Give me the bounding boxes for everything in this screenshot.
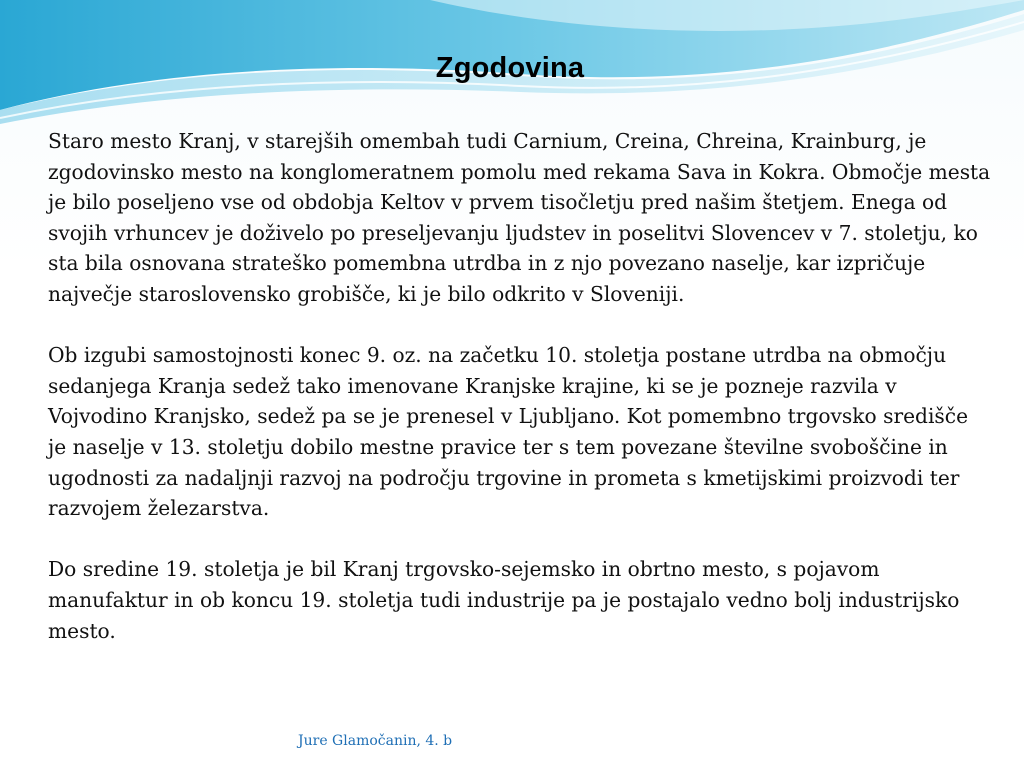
slide-title xyxy=(0,52,1024,85)
slide-footer-author: Jure Glamočanin, 4. b xyxy=(298,733,453,749)
slide-body xyxy=(48,126,992,677)
paragraph: Ob izgubi samostojnosti konec 9. oz. na začetku 10. stoletja postane utrdba na območju sedanjega Kranja sedež tako imenovane Kranjske krajine, ki se je pozneje razvila v Vojvodino Kranjsko, sedež pa se je prenesel v Ljubljano. Kot pomembno trgovsko središče je naselje v 13. stoletju dobilo mestne pravice ter s tem povezane številne svoboščine in ugodnosti za nadaljnji razvoj na področju trgovine in prometa s kmetijskimi proizvodi ter razvojem železarstva. xyxy=(48,343,969,521)
paragraph: Do sredine 19. stoletja je bil Kranj trgovsko-sejemsko in obrtno mesto, s pojavom manufaktur in ob koncu 19. stoletja tudi industrije pa je postajalo vedno bolj industrijsko mesto. xyxy=(48,557,960,643)
paragraph: Staro mesto Kranj, v starejših omembah tudi Carnium, Creina, Chreina, Krainburg, je zgodovinsko mesto na konglomeratnem pomolu med rekama Sava in Kokra. Območje mesta je bilo poseljeno vse od obdobja Keltov v prvem tisočletju pred našim štetjem. Enega od svojih vrhuncev je doživelo po preseljevanju ljudstev in poselitvi Slovencev v 7. stoletju, ko sta bila osnovana strateško pomembna utrdba in z njo povezano naselje, kar izpričuje največje staroslovensko grobišče, ki je bilo odkrito v Sloveniji. xyxy=(48,129,991,306)
slide-title-text: Zgodovina xyxy=(435,52,585,84)
